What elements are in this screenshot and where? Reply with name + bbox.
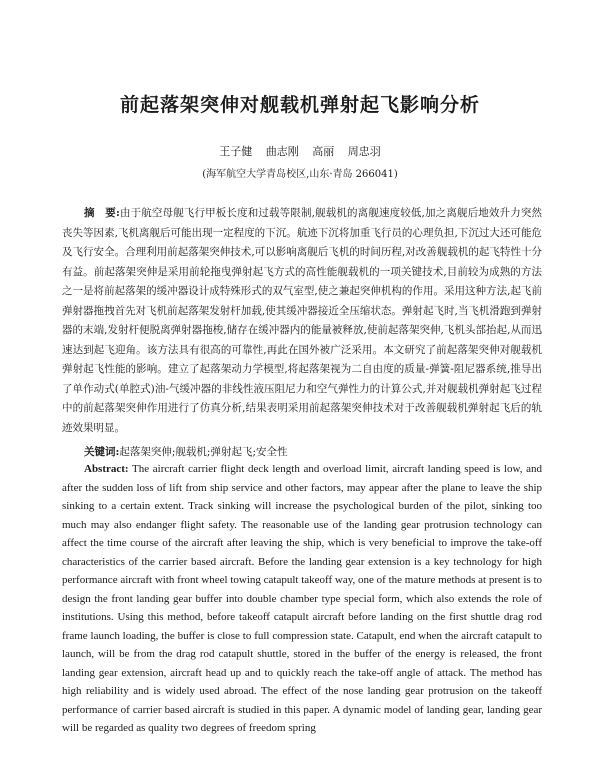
english-abstract-text: The aircraft carrier flight deck length and overload limit, aircraft landing speed is low, and after the sudden loss of lift from ship service and other factors, may appear after the plane to leave the ship sinking to a certain extent. Track sinking will increase the psychological burden of the pilot, sinking too much may also endanger flight safety. The reasonable use of the landing gear protrusion technology can affect the time course of the aircraft after leaving the ship, which is very beneficial to improve the take-off characteristics of the carrier based aircraft. Before the landing gear extension is a key technology for high performance aircraft with front wheel towing catapult takeoff way, one of the mature methods at present is to design the front landing gear buffer into double chamber type special form, which also extends the role of institutions. Using this method, before takeoff catapult aircraft before landing on the first shuttle drag rod frame launch loading, the buffer is close to full compression state. Catapult, end when the aircraft catapult to launch, will be from the drag rod catapult shuttle, stored in the buffer of the energy is released, the front landing gear extension, aircraft head up and to quickly reach the take-off angle of attack. The method has high reliability and is widely used abroad. The effect of the nose landing gear protrusion on the takeoff performance of carrier based aircraft is studied in this paper. A dynamic model of landing gear, landing gear will be regarded as quality two degrees of freedom spring: [62, 463, 542, 734]
english-abstract-label: Abstract:: [84, 463, 129, 475]
english-abstract: [62, 460, 542, 738]
paper-affiliation: (海军航空大学青岛校区,山东·青岛 266041): [202, 169, 398, 180]
keywords-text: 起落架突伸;舰载机;弹射起飞;安全性: [119, 446, 288, 458]
chinese-abstract-text: 由于航空母舰飞行甲板长度和过载等限制,舰载机的离舰速度较低,加之离舰后地效升力突然丧失等因素,飞机离舰后可能出现一定程度的下沉。航迹下沉将加重飞行员的心理负担,下沉过大还可能危及飞行安全。合理利用前起落架突伸技术,可以影响离舰后飞机的时间历程,对改善舰载机的起飞特性十分有益。前起落架突伸是采用前轮拖曳弹射起飞方式的高性能舰载机的一项关键技术,目前较为成熟的方法之一是将前起落架的缓冲器设计成特殊形式的双气室型,使之兼起突伸机构的作用。采用这种方法,起飞前弹射器拖拽首先对飞机前起落架发射杆加载,使其缓冲器接近全压缩状态。弹射起飞时,当飞机滑跑到弹射器的末端,发射杆便脱离弹射器拖梭,储存在缓冲器内的能量被释放,使前起落架突伸,飞机头部抬起,从而迅速达到起飞迎角。该方法具有很高的可靠性,再此在国外被广泛采用。本文研究了前起落架突伸对舰载机弹射起飞性能的影响。建立了起落架动力学模型,将起落架视为二自由度的质量-弹簧-阻尼器系统,推导出了单作动式(单腔式)油-气缓冲器的非线性液压阻尼力和空气弹性力的计算公式,并对舰载机弹射起飞过程中的前起落架突伸作用进行了仿真分析,结果表明采用前起落架突伸技术对于改善舰载机弹射起飞后的轨迹效果明显。: [62, 207, 542, 434]
chinese-abstract-label: 摘 要:: [84, 207, 120, 219]
paper-title: 前起落架突伸对舰载机弹射起飞影响分析: [119, 94, 480, 116]
paper-authors: 王子健 曲志刚 高丽 周忠羽: [219, 145, 381, 158]
keywords-label: 关键词:: [84, 446, 120, 458]
chinese-abstract: [62, 204, 542, 438]
